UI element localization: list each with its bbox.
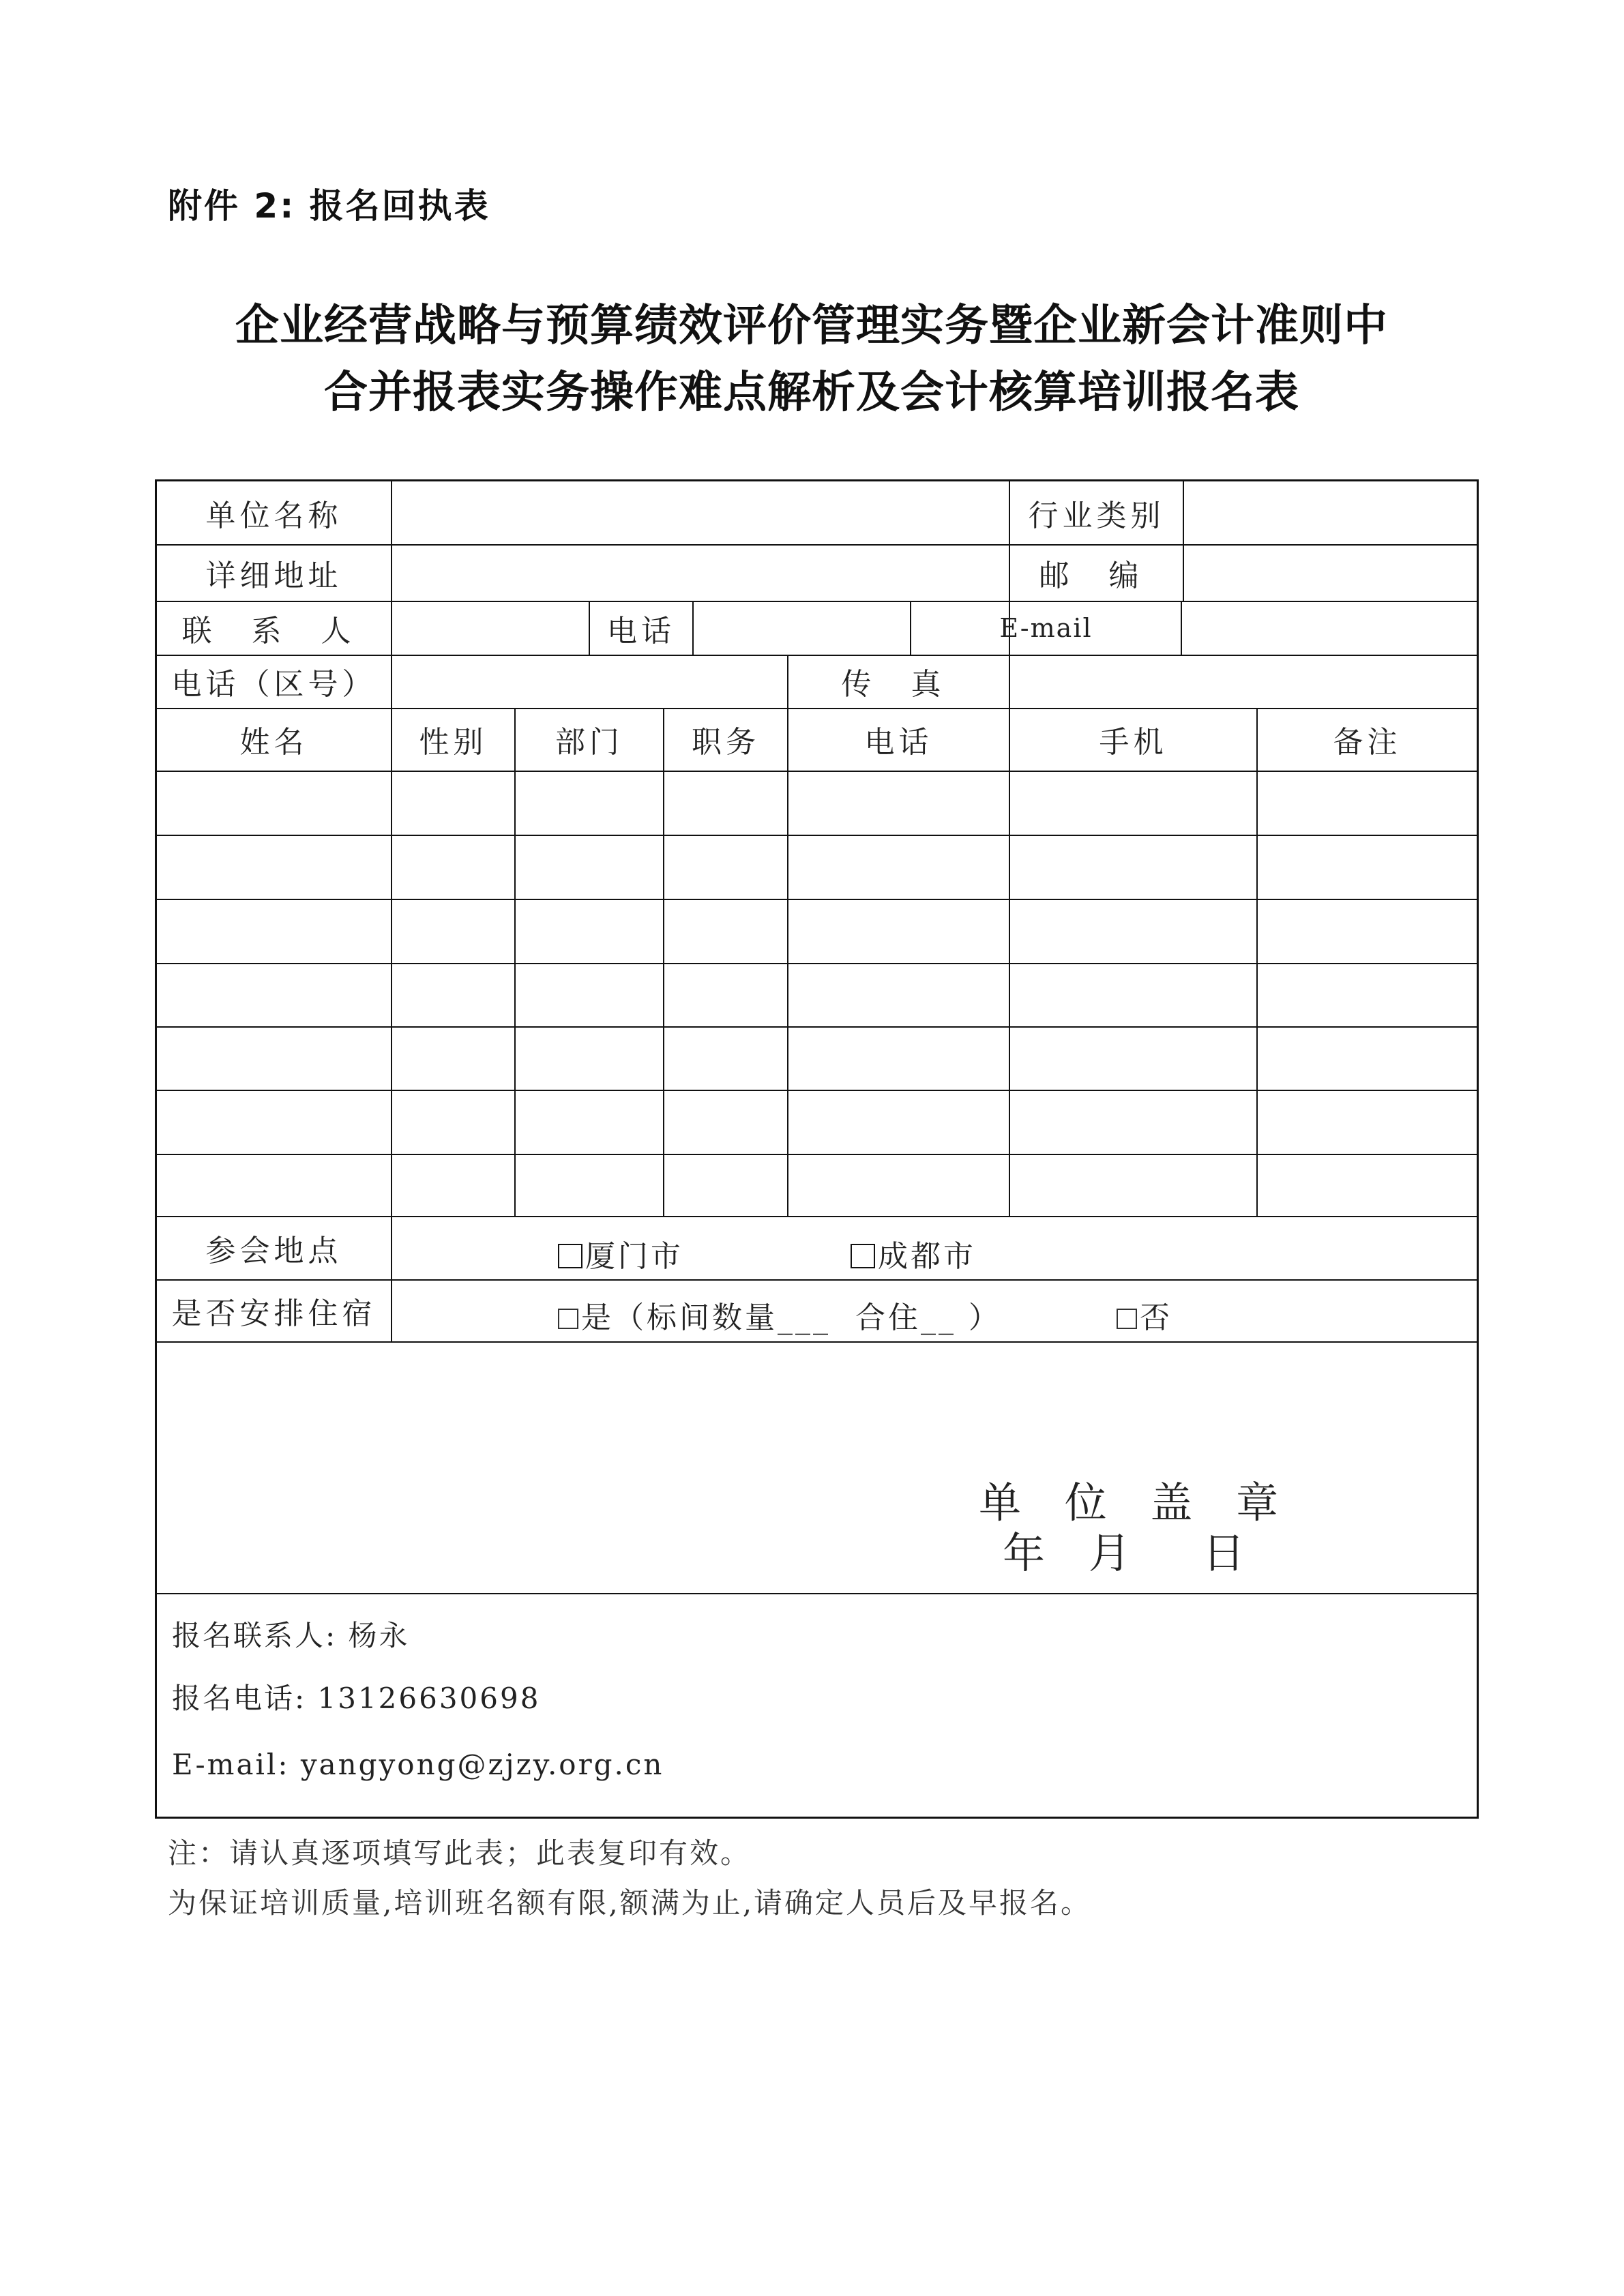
col-header-department: 部门 — [555, 725, 623, 760]
contact-person-field[interactable] — [392, 601, 589, 655]
row-divider — [157, 1593, 1477, 1594]
fax-label: 传 真 — [841, 667, 956, 702]
contact-email-label: E-mail — [999, 612, 1093, 643]
capacity-note: 为保证培训质量,培训班名额有限,额满为止,请确定人员后及早报名。 — [168, 1886, 1092, 1920]
col-header-gender: 性别 — [419, 725, 488, 760]
industry-field[interactable] — [1184, 481, 1477, 544]
checkbox-icon[interactable] — [558, 1309, 578, 1329]
attachment-label: 附件 2: 报名回执表 — [168, 186, 490, 226]
participant-row[interactable] — [157, 772, 1477, 835]
col-header-phone: 电话 — [864, 725, 933, 760]
venue-option-chengdu[interactable]: 成都市 — [851, 1232, 976, 1275]
contact-phone-label: 电话 — [607, 613, 675, 648]
form-title-line-1: 企业经营战略与预算绩效评价管理实务暨企业新会计准则中 — [235, 301, 1388, 351]
participant-row[interactable] — [157, 964, 1477, 1026]
col-header-mobile: 手机 — [1099, 725, 1168, 760]
contact-person-label: 联 系 人 — [181, 613, 366, 648]
registration-email: E-mail: yangyong@zjzy.org.cn — [172, 1748, 664, 1781]
area-phone-field[interactable] — [392, 655, 787, 708]
col-header-remarks: 备注 — [1333, 725, 1402, 760]
participant-row[interactable] — [157, 1155, 1477, 1216]
unit-name-label: 单位名称 — [205, 498, 342, 533]
registration-contact: 报名联系人: 杨永 — [172, 1619, 410, 1652]
venue-label: 参会地点 — [205, 1233, 342, 1268]
postcode-field[interactable] — [1184, 544, 1477, 601]
fill-in-note: 注：请认真逐项填写此表；此表复印有效。 — [168, 1836, 752, 1870]
seal-caption: 单 位 盖 章 — [979, 1478, 1294, 1527]
unit-name-field[interactable] — [392, 481, 1009, 544]
participant-row[interactable] — [157, 1091, 1477, 1154]
col-header-position: 职务 — [692, 725, 760, 760]
participant-row[interactable] — [157, 836, 1477, 899]
checkbox-icon[interactable] — [558, 1244, 582, 1268]
lodging-label: 是否安排住宿 — [171, 1296, 377, 1331]
fax-field[interactable] — [1010, 655, 1477, 708]
registration-phone: 报名电话: 13126630698 — [172, 1682, 541, 1715]
registration-form — [155, 479, 1479, 1819]
checkbox-icon[interactable] — [1117, 1309, 1137, 1329]
lodging-option-yes[interactable]: 是（标间数量___ 合住__ ） — [558, 1293, 1001, 1337]
col-header-name: 姓名 — [239, 725, 308, 760]
area-phone-label: 电话（区号） — [171, 667, 377, 702]
lodging-option-no[interactable]: 否 — [1117, 1293, 1172, 1337]
address-label: 详细地址 — [205, 558, 342, 593]
participant-row[interactable] — [157, 900, 1477, 963]
form-title-line-2: 合并报表实务操作难点解析及会计核算培训报名表 — [324, 368, 1299, 418]
contact-email-field[interactable] — [1182, 601, 1477, 655]
seal-area[interactable] — [157, 1343, 1477, 1593]
contact-phone-field[interactable] — [694, 601, 910, 655]
seal-date: 年 月 日 — [1003, 1528, 1260, 1578]
venue-option-xiamen[interactable]: 厦门市 — [558, 1232, 683, 1275]
postcode-label: 邮 编 — [1039, 558, 1154, 593]
address-field[interactable] — [392, 544, 1009, 601]
participant-row[interactable] — [157, 1028, 1477, 1090]
checkbox-icon[interactable] — [851, 1244, 875, 1268]
industry-label: 行业类别 — [1028, 498, 1165, 533]
